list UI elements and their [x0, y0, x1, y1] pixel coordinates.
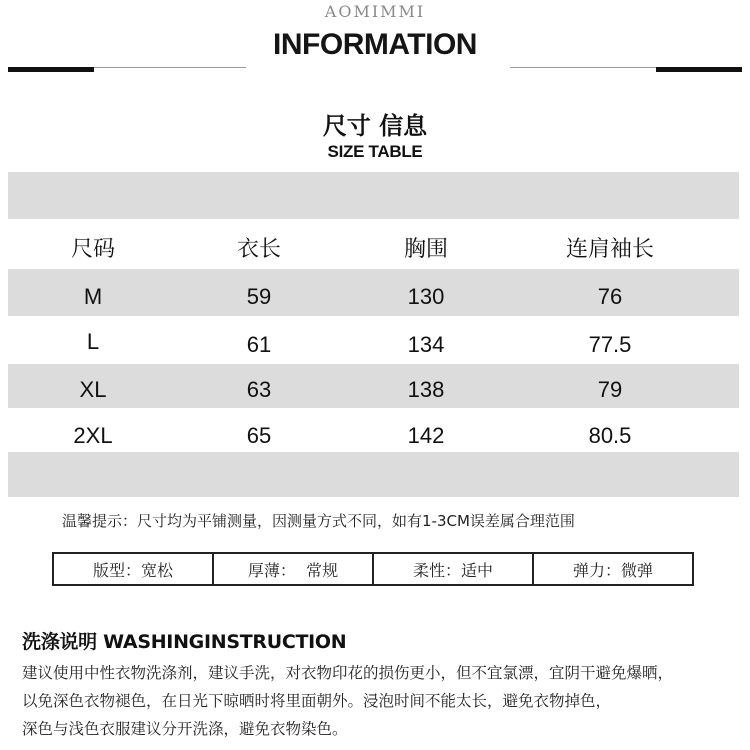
table-band-top: [8, 172, 739, 219]
attribute-label: 柔性：: [412, 560, 461, 580]
attribute-softness: [374, 554, 534, 584]
divider-right-thick: [656, 67, 742, 72]
cell-sleeve: 76: [597, 284, 623, 309]
attribute-value: 适中: [461, 560, 494, 580]
washing-line: 深色与浅色衣服建议分开洗涤，避免衣物染色。: [22, 720, 348, 738]
cell-chest: 138: [407, 377, 445, 402]
attribute-thickness: [214, 554, 374, 584]
cell-length: 59: [246, 284, 272, 309]
washing-title: 洗涤说明 WASHINGINSTRUCTION: [22, 631, 347, 653]
cell-sleeve: 80.5: [588, 423, 632, 448]
size-title-cn: 尺寸 信息: [322, 112, 428, 140]
divider-left-thin: [94, 67, 246, 68]
cell-chest: 130: [407, 284, 445, 309]
washing-line: 以免深色衣物褪色，在日光下晾晒时将里面朝外。浸泡时间不能太长，避免衣物掉色，: [22, 692, 612, 710]
brand-logo: AOMIMMI: [324, 2, 426, 21]
cell-size: 2XL: [73, 423, 113, 448]
header-length: 衣长: [236, 237, 281, 262]
header-sleeve: 连肩袖长: [565, 237, 654, 262]
washing-line: 建议使用中性衣物洗涤剂，建议手洗，对衣物印花的损伤更小，但不宜氯漂，宜阴干避免爆晒，: [22, 664, 674, 682]
attribute-label: 弹力：: [572, 560, 621, 580]
attribute-elasticity: [534, 554, 692, 584]
divider-left-thick: [8, 67, 94, 72]
header-chest: 胸围: [403, 237, 448, 262]
cell-length: 65: [246, 423, 272, 448]
attribute-value: 常规: [306, 560, 339, 580]
divider-right-thin: [510, 67, 656, 68]
table-band-bottom: [8, 452, 739, 497]
cell-chest: 134: [407, 332, 445, 357]
attribute-label: 厚薄：: [247, 560, 296, 580]
cell-length: 61: [246, 332, 272, 357]
cell-sleeve: 77.5: [588, 332, 632, 357]
attribute-value: 微弹: [621, 560, 654, 580]
cell-sleeve: 79: [597, 377, 623, 402]
measurement-note: 温馨提示：尺寸均为平铺测量，因测量方式不同，如有1-3CM误差属合理范围: [62, 512, 575, 530]
cell-size: XL: [79, 377, 107, 402]
attribute-table: [52, 552, 694, 586]
page-title: INFORMATION: [273, 28, 477, 61]
cell-size: M: [83, 284, 103, 309]
cell-chest: 142: [407, 423, 445, 448]
attribute-fit: [54, 554, 214, 584]
header-size: 尺码: [70, 237, 115, 262]
attribute-value: 宽松: [141, 560, 174, 580]
size-title-en: SIZE TABLE: [327, 142, 423, 161]
attribute-label: 版型：: [92, 560, 141, 580]
cell-length: 63: [246, 377, 272, 402]
cell-size: L: [86, 329, 100, 354]
